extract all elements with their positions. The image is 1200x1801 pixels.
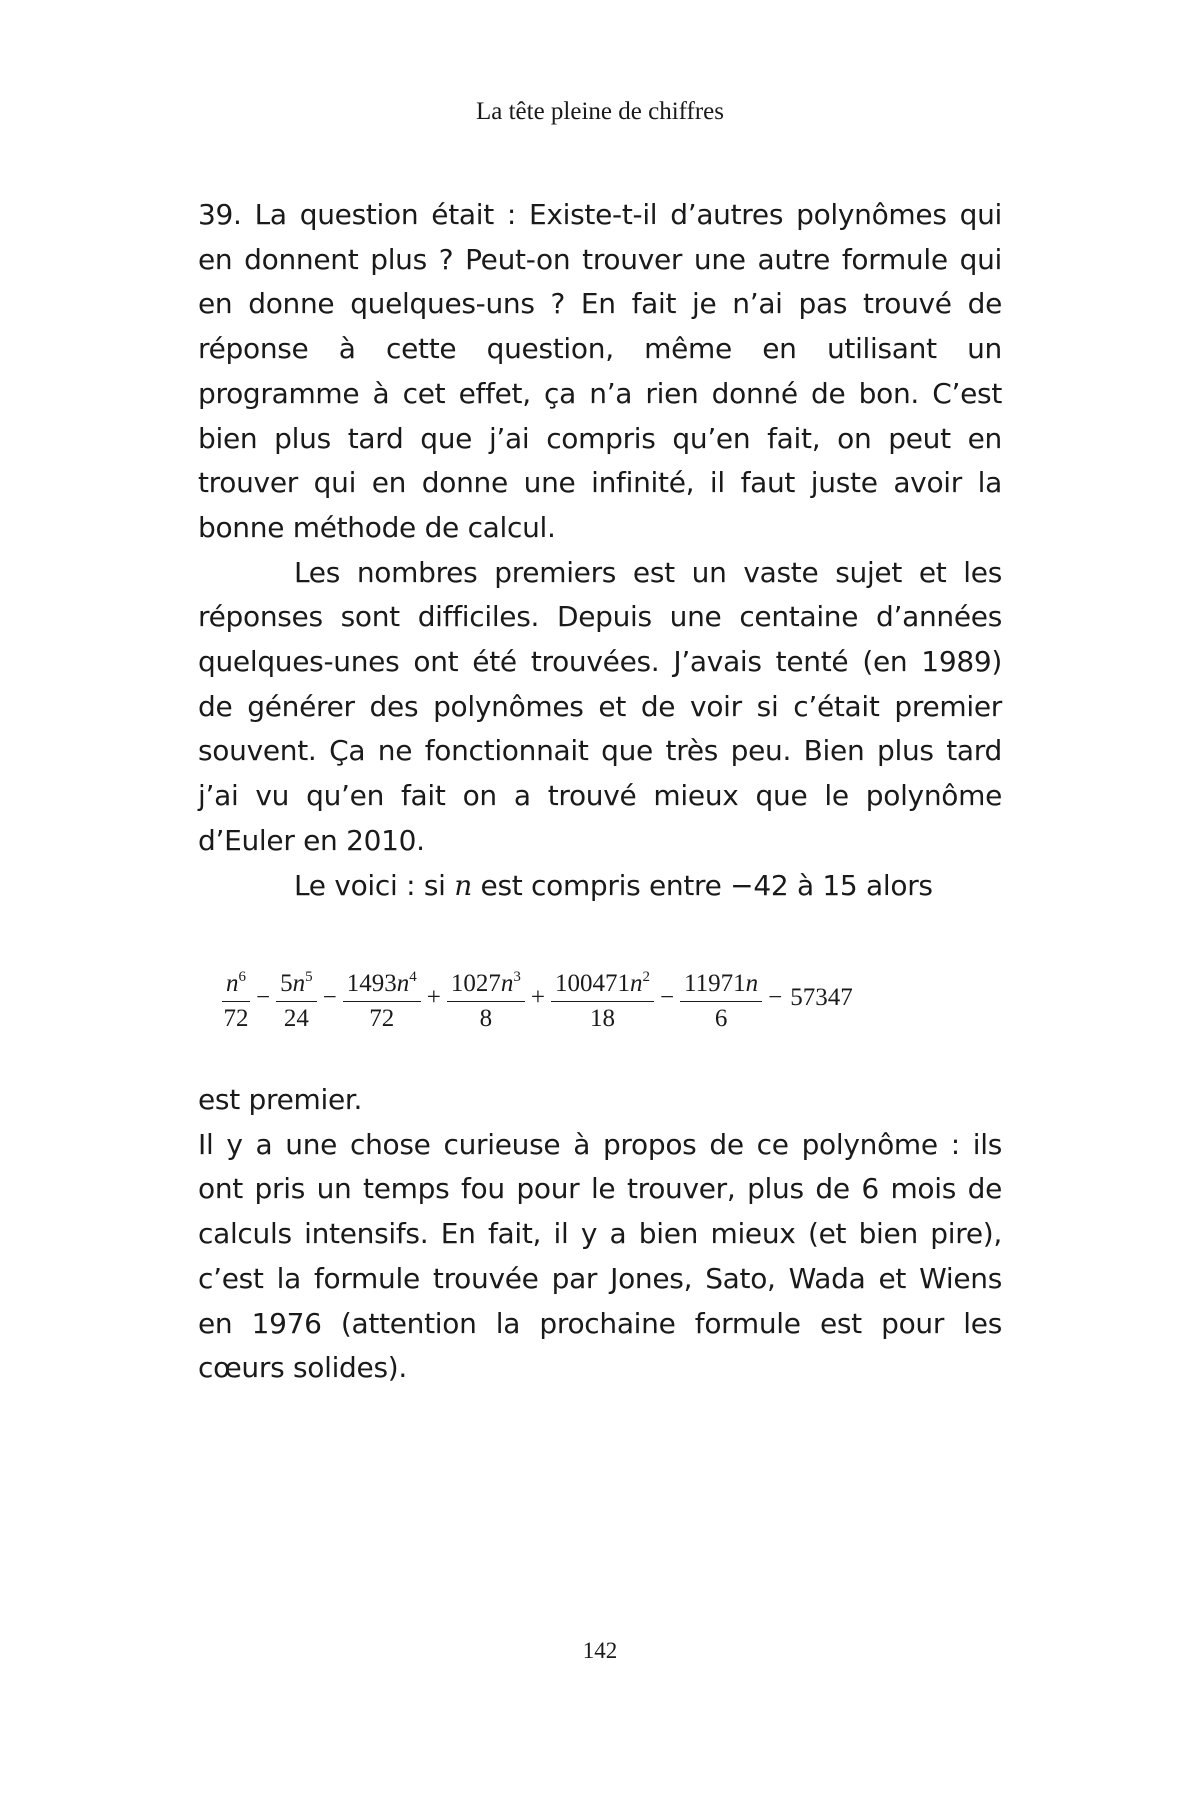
term-6-var: n xyxy=(745,970,759,997)
text-block-bottom xyxy=(198,1078,1002,1391)
term-4-denominator: 8 xyxy=(479,1005,493,1032)
polynomial-formula xyxy=(220,958,1020,1038)
formula-term-1 xyxy=(220,963,252,1033)
term-1-exp: 6 xyxy=(238,969,246,985)
operator-1: − xyxy=(256,984,271,1011)
formula-term-4 xyxy=(445,963,527,1033)
term-2-coef: 5 xyxy=(280,970,293,997)
term-1-denominator: 72 xyxy=(223,1005,249,1032)
term-4-var: n xyxy=(500,970,514,997)
formula-term-3 xyxy=(341,963,423,1033)
term-6-denominator: 6 xyxy=(714,1005,728,1032)
formula-row xyxy=(220,958,1020,1038)
term-4-exp: 3 xyxy=(513,969,521,985)
running-title: La tête pleine de chiffres xyxy=(475,98,725,125)
term-5-exp: 2 xyxy=(642,969,650,985)
variable-n: n xyxy=(454,868,472,902)
text-block-top xyxy=(198,193,1002,908)
le-voici-range: est compris entre −42 à 15 alors xyxy=(471,868,933,902)
le-voici-text: Le voici : si xyxy=(294,868,455,902)
term-2-exp: 5 xyxy=(305,969,313,985)
term-5-coef: 100471 xyxy=(554,970,630,997)
term-3-coef: 1493 xyxy=(346,970,397,997)
formula-constant: 57347 xyxy=(790,984,853,1011)
term-2-var: n xyxy=(292,970,306,997)
operator-2: − xyxy=(322,984,337,1011)
operator-6: − xyxy=(768,984,783,1011)
operator-3: + xyxy=(426,984,441,1011)
formula-term-2 xyxy=(274,963,319,1033)
term-5-denominator: 18 xyxy=(589,1005,615,1032)
term-6-numerator xyxy=(680,963,762,1002)
paragraph-le-voici xyxy=(198,864,1002,909)
term-3-exp: 4 xyxy=(409,969,417,985)
term-6-coef: 11971 xyxy=(684,970,746,997)
term-1-numerator xyxy=(222,963,250,1002)
term-2-denominator: 24 xyxy=(283,1005,309,1032)
term-3-denominator: 72 xyxy=(369,1005,395,1032)
operator-4: + xyxy=(530,984,545,1011)
term-3-var: n xyxy=(396,970,410,997)
paragraph-nombres-premiers: Les nombres premiers est un vaste sujet et les réponses sont difficiles. Depuis une centaine d’années quelques-unes ont été trouvées. J’avais tenté (en 1989) de générer des polynômes et de voir si c’était premier souvent. Ça ne fonctionnait que très peu. Bien plus tard j’ai vu qu’en fait on a trouvé mieux que le polynôme d’Euler en 2010. xyxy=(198,555,1002,857)
term-4-coef: 1027 xyxy=(450,970,501,997)
term-5-var: n xyxy=(629,970,643,997)
term-4-numerator xyxy=(447,963,525,1002)
paragraph-39: 39. La question était : Existe-t-il d’autres polynômes qui en donnent plus ? Peut-on trouver une autre formule qui en donne quelques-uns ? En fait je n’ai pas trouvé de réponse à cette question, même en utilisant un programme à cet effet, ça n’a rien donné de bon. C’est bien plus tard que j’ai compris qu’en fait, on peut en trouver qui en donne une infinité, il faut juste avoir la bonne méthode de calcul. xyxy=(198,198,1002,544)
term-5-numerator xyxy=(551,963,654,1002)
formula-term-6 xyxy=(678,963,764,1033)
page-number: 142 xyxy=(582,1638,618,1663)
paragraph-est-premier: est premier. xyxy=(198,1083,363,1116)
term-2-numerator xyxy=(276,963,317,1002)
term-1-var: n xyxy=(226,970,239,997)
paragraph-chose-curieuse: Il y a une chose curieuse à propos de ce polynôme : ils ont pris un temps fou pour le trouver, plus de 6 mois de calculs intensifs. En fait, il y a bien mieux (et bien pire), c’est la formule trouvée par Jones, Sato, Wada et Wiens en 1976 (attention la prochaine formule est pour les cœurs solides). xyxy=(198,1127,1002,1385)
term-3-numerator xyxy=(343,963,421,1002)
formula-term-5 xyxy=(549,963,656,1033)
operator-5: − xyxy=(659,984,675,1011)
